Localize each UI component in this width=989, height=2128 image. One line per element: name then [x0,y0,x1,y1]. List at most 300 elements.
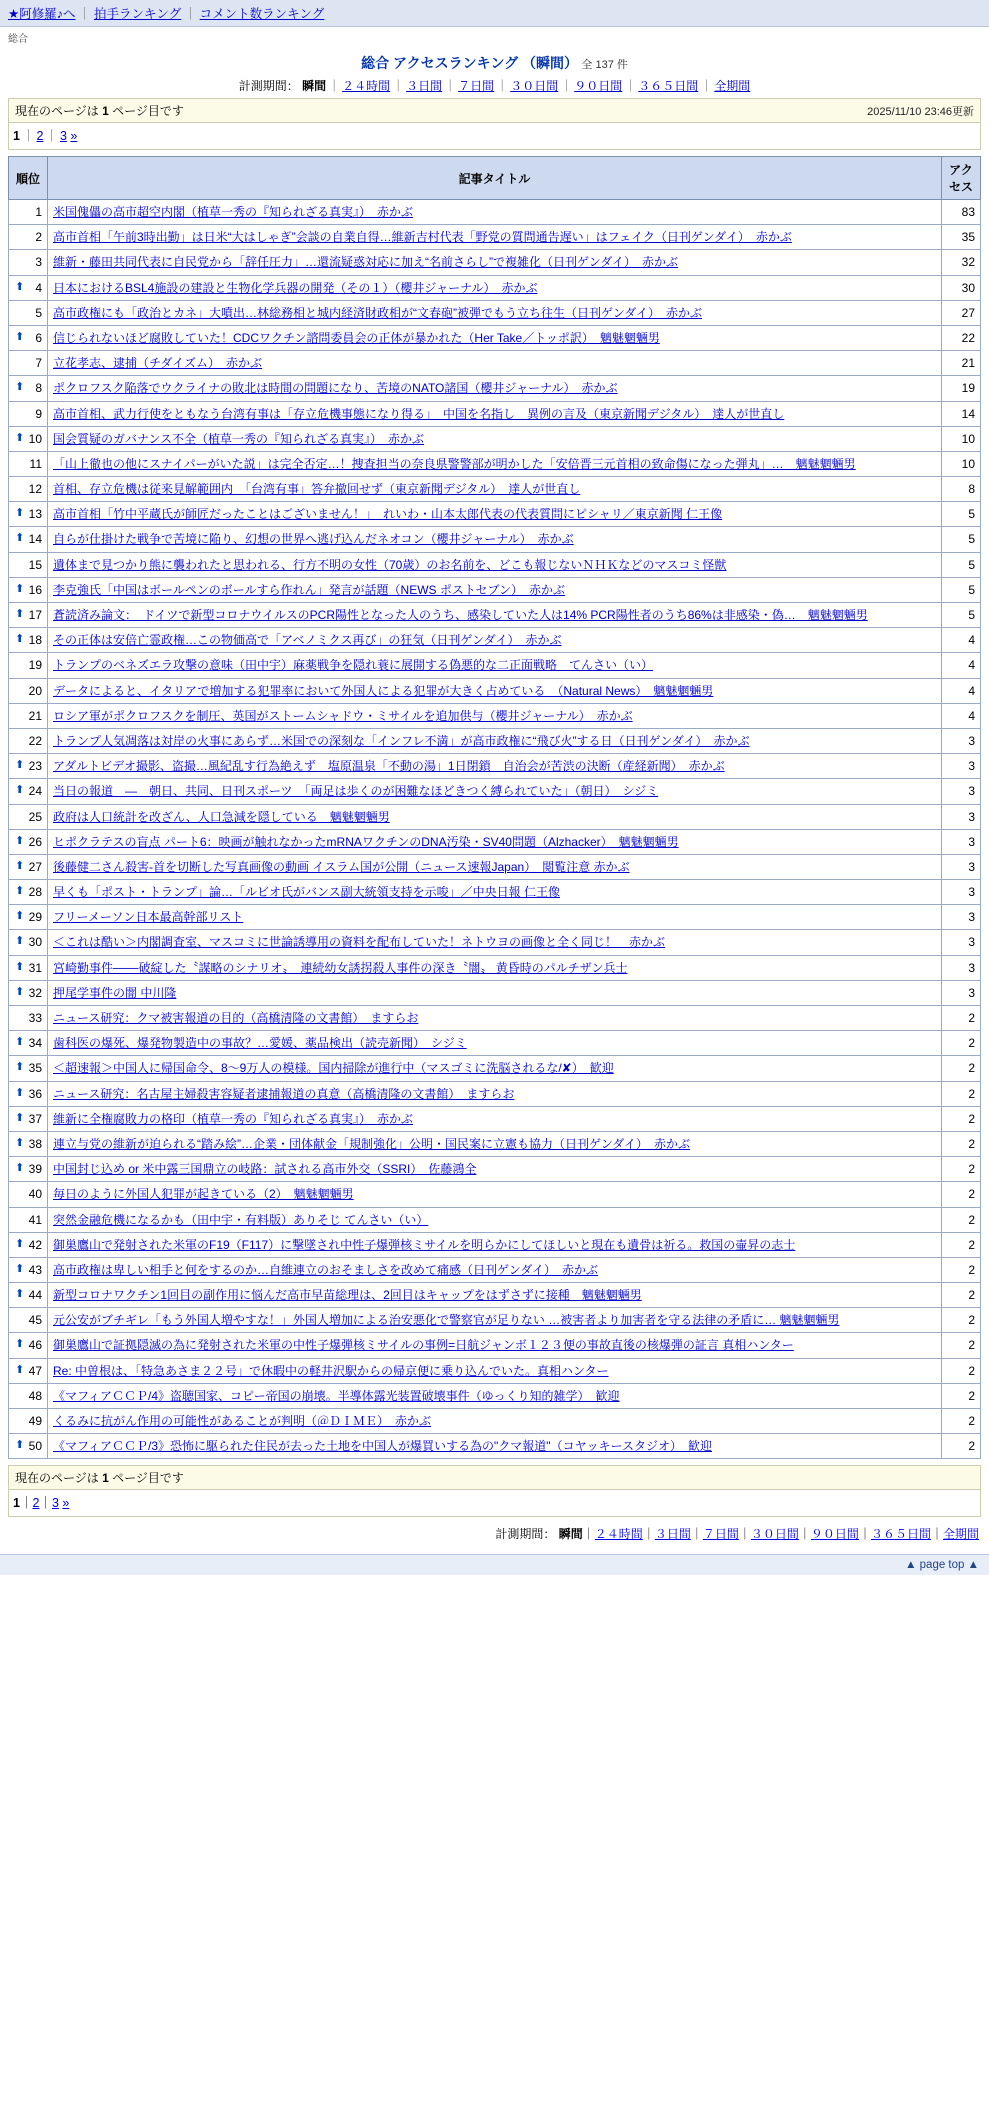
bottom-period-option-3d[interactable]: ３日間 [654,1527,691,1542]
article-title-link[interactable]: ロシア軍がポクロフスクを制圧、英国がストームシャドウ・ミサイルを追加供与（櫻井ジャーナル） 赤かぶ [53,708,633,723]
column-header-rank: 順位 [9,157,48,200]
article-title-link[interactable]: 蒼読済み論文： ドイツで新型コロナウイルスのPCR陽性となった人のうち、感染していた人は14% PCR陽性者のうち86%は非感染・偽… 魑魅魍魎男 [53,608,868,622]
bottom-status-suffix: ページ目です [112,1471,184,1486]
table-row [9,225,981,250]
article-title-link[interactable]: 信じられないほど腐敗していた！CDCワクチン諮問委員会の正体が暴かれた（Her Take／トッポ訳） 魑魅魍魎男 [53,330,660,345]
period-option-3d[interactable]: ３日間 [406,79,443,93]
title-cell [48,628,942,653]
title-cell [48,250,942,275]
table-row [9,376,981,401]
rank-cell [9,603,48,628]
rank-up-arrow-icon: ⬆ [15,633,25,646]
table-row [9,829,981,854]
title-cell [48,1081,942,1106]
rank-cell [9,1434,48,1459]
access-count-cell: 14 [942,401,981,426]
rank-cell [9,351,48,376]
rank-number: 7 [35,356,42,371]
title-cell [48,829,942,854]
table-row [9,250,981,275]
table-row [9,854,981,879]
access-count-cell: 2 [942,1157,981,1182]
title-cell [48,325,942,350]
article-title-link[interactable]: 日本におけるBSL4施設の建設と生物化学兵器の開発（その１）（櫻井ジャーナル） 赤かぶ [53,280,538,295]
article-title-link[interactable]: 政府は人口統計を改ざん、人口急減を隠している 魑魅魍魎男 [53,809,390,824]
article-title-link[interactable]: 「山上徹也の他にスナイパーがいた説」は完全否定…！捜査担当の奈良県警警部が明かした「安倍晋三元首相の致命傷になった弾丸」… 魑魅魍魎男 [53,456,856,471]
rank-up-arrow-icon: ⬆ [15,507,25,520]
title-cell [48,754,942,779]
title-cell [48,653,942,678]
title-cell [48,527,942,552]
rank-number: 49 [28,1414,42,1428]
title-cell [48,275,942,300]
period-option-90d[interactable]: ９０日間 [574,79,623,93]
page-link-next[interactable]: » [70,129,78,143]
bottom-period-option-7d[interactable]: ７日間 [702,1527,739,1542]
article-title-link[interactable]: 高市首相「竹中平蔵氏が師匠だったことはございません！」 れいわ・山本太郎代表の代表質問にピシャリ／東京新聞 仁王像 [53,507,723,522]
title-cell [48,728,942,753]
article-title-link[interactable]: 《マフィアＣＣＰ/4》盗聴国家、コピー帝国の崩壊。半導体露光装置破壊事件（ゆっくり知的雑学） 歓迎 [53,1388,620,1403]
article-title-link[interactable]: 遺体まで見つかり熊に襲われたと思われる、行方不明の女性（70歳）のお名前を、どこも報じないＮＨＫなどのマスコミ怪獣 [53,557,727,572]
rank-number: 45 [28,1313,42,1328]
period-label: 計測期間： [238,79,299,93]
table-row [9,1207,981,1232]
article-title-link[interactable]: 御巣鷹山で証拠隠滅の為に発射された米軍の中性子爆弾核ミサイルの事例=日航ジャンボ１２３便の事故直後の核爆弾の証言 真相ハンター [53,1338,794,1353]
access-count-cell: 4 [942,628,981,653]
table-row [9,1031,981,1056]
rank-number: 18 [28,633,42,648]
period-option-30d[interactable]: ３０日間 [510,79,559,93]
access-count-cell: 3 [942,728,981,753]
article-title-link[interactable]: 当日の報道 ― 朝日、共同、日刊スポーツ 「両足は歩くのが困難なほどきつく縛られていた」（朝日） シジミ [53,784,659,799]
access-count-cell: 32 [942,250,981,275]
title-cell [48,1257,942,1282]
access-count-cell: 5 [942,527,981,552]
access-count-cell: 2 [942,1283,981,1308]
article-title-link[interactable]: ＜これは酷い＞内閣調査室、マスコミに世論誘導用の資料を配布していた！ネトウヨの画像と全く同じ！ 赤かぶ [53,935,666,950]
article-title-link[interactable]: 米国傀儡の高市超空内閣（植草一秀の『知られざる真実』） 赤かぶ [53,205,414,219]
rank-up-arrow-icon: ⬆ [15,532,25,545]
article-title-link[interactable]: 御巣鷹山で発射された米軍のF19（F117）に撃墜され中性子爆弾核ミサイルを明らかにしてほしいと現在も遺骨は祈る。救国の壷昇の志士 [53,1237,796,1252]
rank-up-arrow-icon: ⬆ [15,834,25,847]
article-title-link[interactable]: 宮崎勤事件───破綻した〝謀略のシナリオ〟 連続幼女誘拐殺人事件の深き〝闇〟 黄昏時のパルチザン兵士 [53,960,628,975]
rank-up-arrow-icon: ⬆ [15,885,25,898]
access-count-cell: 35 [942,225,981,250]
rank-number: 25 [28,809,42,824]
article-title-link[interactable]: その正体は安倍亡霊政権…この物価高で「アベノミクス再び」の狂気（日刊ゲンダイ） 赤かぶ [53,633,562,648]
page-top-bar[interactable] [0,1554,989,1575]
access-count-cell: 83 [942,200,981,225]
rank-cell [9,1409,48,1434]
bottom-page-status [8,1465,981,1490]
access-count-cell: 4 [942,703,981,728]
bottom-page-link-next[interactable]: » [62,1496,70,1511]
access-count-cell: 3 [942,804,981,829]
table-row [9,628,981,653]
access-count-cell: 5 [942,502,981,527]
access-count-cell: 27 [942,300,981,325]
table-row [9,1358,981,1383]
article-title-link[interactable]: フリーメーソン日本最高幹部リスト [53,910,244,925]
article-title-link[interactable]: データによると、イタリアで増加する犯罪率において外国人による犯罪が大きく占めている （Natural News） 魑魅魍魎男 [53,683,714,698]
title-cell [48,1056,942,1081]
rank-cell [9,426,48,451]
rank-number: 4 [35,280,42,295]
rank-up-arrow-icon: ⬆ [15,935,25,948]
bottom-status-page-number: 1 [102,1471,109,1486]
access-count-cell: 2 [942,1232,981,1257]
rank-number: 14 [28,532,42,547]
table-row [9,325,981,350]
rank-cell [9,250,48,275]
rank-number: 9 [35,406,42,421]
rank-cell [9,703,48,728]
article-title-link[interactable]: 歯科医の爆死、爆発物製造中の事故？…愛媛、薬品検出（読売新聞） シジミ [53,1036,467,1051]
article-title-link[interactable]: 維新・藤田共同代表に自民党から「辞任圧力」…還流疑惑対応に加え“名前さらし”で複雑化（日刊ゲンダイ） 赤かぶ [53,255,679,270]
status-suffix: ページ目です [112,104,184,118]
title-cell [48,1333,942,1358]
rank-number: 35 [28,1061,42,1076]
article-title-link[interactable]: 立花孝志、逮捕（チダイズム） 赤かぶ [53,356,263,371]
access-count-cell: 3 [942,980,981,1005]
title-cell [48,426,942,451]
rank-cell [9,628,48,653]
access-count-cell: 3 [942,854,981,879]
rank-number: 50 [28,1439,42,1454]
access-count-cell: 2 [942,1106,981,1131]
rank-up-arrow-icon: ⬆ [15,1363,25,1376]
rank-up-arrow-icon: ⬆ [15,910,25,923]
period-option-24h[interactable]: ２４時間 [342,79,391,93]
table-row [9,1283,981,1308]
page-link-2[interactable]: 2 [36,129,44,143]
table-header-row [9,157,981,200]
nav-link-clap-ranking[interactable]: 拍手ランキング [93,7,182,21]
article-title-link[interactable]: 高市政権は卑しい相手と何をするのか…自維連立のおそましさを改めて痛感（日刊ゲンダイ） 赤かぶ [53,1262,599,1277]
access-count-cell: 2 [942,1257,981,1282]
rank-cell [9,577,48,602]
title-cell [48,1358,942,1383]
rank-up-arrow-icon: ⬆ [15,1237,25,1250]
rank-cell [9,1056,48,1081]
table-row [9,728,981,753]
article-title-link[interactable]: 高市首相「午前3時出勤」は日米“大はしゃぎ”会談の自業自得…維新吉村代表「野党の質問通告遅い」はフェイク（日刊ゲンダイ） 赤かぶ [53,230,792,245]
article-title-link[interactable]: アダルトビデオ撮影、盗撮…風紀乱す行為絶えず 塩原温泉「不動の湯」1日閉鎖 自治会が苦渋の決断（産経新聞） 赤かぶ [53,759,725,774]
rank-up-arrow-icon: ⬆ [15,1439,25,1452]
table-row [9,804,981,829]
rank-up-arrow-icon: ⬆ [15,859,25,872]
access-count-cell: 2 [942,1409,981,1434]
bottom-period-option-24h[interactable]: ２４時間 [594,1527,643,1542]
title-cell [48,1434,942,1459]
nav-link-comment-ranking[interactable]: コメント数ランキング [199,7,325,21]
rank-number: 10 [28,431,42,446]
table-row [9,779,981,804]
rank-number: 34 [28,1036,42,1051]
title-cell [48,351,942,376]
rank-cell [9,502,48,527]
rank-number: 37 [28,1111,42,1126]
rank-cell [9,754,48,779]
article-title-link[interactable]: ヒポクラテスの盲点 パート6：映画が触れなかったmRNAワクチンのDNA汚染・SV40問題（Alzhacker） 魑魅魍魎男 [53,834,679,849]
rank-number: 26 [28,834,42,849]
access-count-cell: 5 [942,603,981,628]
rank-number: 48 [28,1388,42,1403]
title-cell [48,1131,942,1156]
table-row [9,1131,981,1156]
table-row [9,401,981,426]
period-option-365d[interactable]: ３６５日間 [638,79,699,93]
rank-up-arrow-icon: ⬆ [15,1111,25,1124]
table-row [9,955,981,980]
article-title-link[interactable]: 突然金融危機になるかも（田中宇・有料版）ありそじ てんさい（い） [53,1212,429,1227]
period-option-all[interactable]: 全期間 [714,79,751,93]
title-cell [48,1182,942,1207]
title-cell [48,300,942,325]
access-count-cell: 3 [942,880,981,905]
access-count-cell: 2 [942,1056,981,1081]
bottom-period-option-30d[interactable]: ３０日間 [750,1527,799,1542]
rank-up-arrow-icon: ⬆ [15,1338,25,1351]
access-count-cell: 8 [942,477,981,502]
rank-number: 17 [28,608,42,622]
pagination-top: 1 ｜ 2 ｜ 3 » [8,123,981,150]
column-header-title: 記事タイトル [48,157,942,200]
rank-number: 27 [28,859,42,874]
period-selector-bottom: 計測期間： 瞬間｜２４時間｜３日間｜７日間｜３０日間｜９０日間｜３６５日間｜全期間 [495,1527,979,1542]
article-title-link[interactable]: 李克強氏「中国はボールペンのボールすら作れん」発言が話題（NEWS ポストセブン） 赤かぶ [53,582,566,597]
article-title-link[interactable]: ポクロフスク陥落でウクライナの敗北は時間の問題になり、苦境のNATO諸国（櫻井ジャーナル） 赤かぶ [53,381,618,396]
pagination-bottom: 1｜2｜3 » [8,1490,981,1517]
access-count-cell: 21 [942,351,981,376]
title-cell [48,603,942,628]
page-link-3[interactable]: 3 [59,129,67,143]
table-row [9,502,981,527]
rank-cell [9,552,48,577]
title-cell [48,854,942,879]
article-title-link[interactable]: Re: 中曽根は、「特急あさま２２号」で休暇中の軽井沢駅からの帰京便に乗り込んでいた。真相ハンター [53,1363,609,1378]
table-row [9,1182,981,1207]
table-row [9,577,981,602]
period-selector: 計測期間： 瞬間 ｜ ２４時間 ｜ ３日間 ｜ ７日間 ｜ ３０日間 ｜ ９０日間 ｜ ３６５日間 ｜ 全期間 [238,79,751,93]
rank-up-arrow-icon: ⬆ [15,1086,25,1099]
rank-up-arrow-icon: ⬆ [15,582,25,595]
rank-cell [9,930,48,955]
period-option-7d[interactable]: ７日間 [458,79,495,93]
table-row [9,905,981,930]
rank-number: 1 [35,205,42,219]
title-cell [48,477,942,502]
access-count-cell: 3 [942,905,981,930]
rank-cell [9,275,48,300]
rank-number: 21 [28,708,42,723]
rank-number: 22 [28,733,42,748]
table-row [9,275,981,300]
rank-number: 47 [28,1363,42,1378]
table-row [9,1232,981,1257]
article-title-link[interactable]: 後藤健二さん殺害-首を切断した写真画像の動画 イスラム国が公開（ニュース速報Japan） 閲覧注意 赤かぶ [53,859,630,874]
title-cell [48,1308,942,1333]
rank-up-arrow-icon: ⬆ [15,1061,25,1074]
table-row [9,1006,981,1031]
rank-cell [9,1358,48,1383]
last-updated: 2025/11/10 23:46更新 [867,105,974,118]
rank-number: 20 [28,683,42,698]
title-cell [48,1106,942,1131]
rank-number: 32 [28,985,42,1000]
access-count-cell: 3 [942,779,981,804]
article-title-link[interactable]: 国会質疑のガバナンス不全（植草一秀の『知られざる真実』） 赤かぶ [53,431,425,446]
access-count-cell: 2 [942,1383,981,1408]
title-cell [48,678,942,703]
bottom-period-option-all[interactable]: 全期間 [942,1527,979,1542]
rank-number: 29 [28,910,42,925]
bottom-page-link-2[interactable]: 2 [32,1496,40,1511]
article-title-link[interactable]: 早くも「ポスト・トランプ」論…「ルビオ氏がバンス副大統領支持を示唆」／中央日報 仁王像 [53,885,560,900]
rank-number: 38 [28,1136,42,1151]
access-count-cell: 5 [942,552,981,577]
rank-number: 46 [28,1338,42,1353]
rank-cell [9,527,48,552]
rank-up-arrow-icon: ⬆ [15,759,25,772]
article-title-link[interactable]: 維新に全権腐敗力の格印（植草一秀の『知られざる真実』） 赤かぶ [53,1111,414,1126]
access-count-cell: 4 [942,678,981,703]
current-page-text [15,102,184,119]
rank-cell [9,1383,48,1408]
article-title-link[interactable]: 押尾学事件の闇 中川隆 [53,985,177,1000]
rank-cell [9,477,48,502]
article-title-link[interactable]: 高市政権にも「政治とカネ」大噴出…林総務相と城内経済財政相が“文春砲”被弾でもう立ち往生（日刊ゲンダイ） 赤かぶ [53,305,703,320]
rank-cell [9,1081,48,1106]
bottom-status-prefix: 現在のページは [15,1471,99,1486]
bottom-period-option-365d[interactable]: ３６５日間 [870,1527,931,1542]
rank-up-arrow-icon: ⬆ [15,985,25,998]
title-cell [48,1207,942,1232]
bottom-period-label: 計測期間： [495,1527,556,1542]
article-title-link[interactable]: 元公安がブチギレ「もう外国人増やすな！」外国人増加による治安悪化で警察官が足りない …被害者より加害者を守る法律の矛盾に… 魑魅魍魎男 [53,1313,840,1328]
rank-up-arrow-icon: ⬆ [15,1036,25,1049]
bottom-page-link-3[interactable]: 3 [51,1496,59,1511]
rank-cell [9,880,48,905]
nav-separator-2: ｜ [184,7,197,21]
rank-up-arrow-icon: ⬆ [15,960,25,973]
access-count-cell: 2 [942,1434,981,1459]
rank-up-arrow-icon: ⬆ [15,784,25,797]
title-cell [48,1232,942,1257]
title-cell [48,1031,942,1056]
article-title-link[interactable]: トランプのベネズエラ攻撃の意味（田中宇）麻薬戦争を隠れ蓑に展開する偽悪的な二正面戦略 てんさい（い） [53,658,654,673]
rank-up-arrow-icon: ⬆ [15,1262,25,1275]
article-title-link[interactable]: 新型コロナワクチン1回目の副作用に悩んだ高市早苗総理は、2回目はキャップをはずさずに接種 魑魅魍魎男 [53,1288,642,1303]
access-count-cell: 19 [942,376,981,401]
page-top-link[interactable]: ▲ page top ▲ [905,1559,979,1572]
top-navigation [0,0,989,27]
access-count-cell: 4 [942,653,981,678]
access-count-cell: 22 [942,325,981,350]
rank-cell [9,728,48,753]
rank-number: 6 [35,330,42,345]
rank-up-arrow-icon: ⬆ [15,1288,25,1301]
table-row [9,451,981,476]
article-title-link[interactable]: ＜超速報＞中国人に帰国命令、8～9万人の模様。国内掃除が進行中（マスゴミに洗脳されるな/✘） 歓迎 [53,1061,614,1076]
rank-number: 8 [35,381,42,396]
rank-up-arrow-icon: ⬆ [15,608,25,620]
table-row [9,300,981,325]
access-count-cell: 3 [942,930,981,955]
rank-cell [9,200,48,225]
rank-number: 11 [29,456,42,471]
rank-up-arrow-icon: ⬆ [15,431,25,444]
total-count: 全 137 件 [581,59,628,71]
rank-cell [9,980,48,1005]
rank-number: 44 [28,1288,42,1303]
article-title-link[interactable]: 《マフィアＣＣＰ/3》恐怖に駆られた住民が去った土地を中国人が爆買いする為の"クマ報道"（コヤッキースタジオ） 歓迎 [53,1439,712,1454]
rank-cell [9,1333,48,1358]
rank-number: 19 [28,658,42,673]
rank-up-arrow-icon: ⬆ [15,381,25,394]
article-title-link[interactable]: トランプ人気凋落は対岸の火事にあらず…米国での深刻な「インフレ不満」が高市政権に“飛び火”する日（日刊ゲンダイ） 赤かぶ [53,733,750,748]
title-cell [48,200,942,225]
rank-up-arrow-icon: ⬆ [15,280,25,293]
rank-cell [9,1232,48,1257]
title-cell [48,703,942,728]
nav-link-asyura[interactable]: ★阿修羅♪へ [8,7,76,21]
table-row [9,552,981,577]
table-row [9,603,981,628]
title-cell [48,1157,942,1182]
title-cell [48,980,942,1005]
rank-number: 5 [35,305,42,320]
article-title-link[interactable]: くるみに抗がん作用の可能性があることが判明（＠ＤＩＭＥ） 赤かぶ [53,1414,432,1428]
rank-cell [9,1131,48,1156]
rank-number: 41 [28,1212,42,1227]
period-option-current: 瞬間 [302,79,327,93]
article-title-link[interactable]: 毎日のように外国人犯罪が起きている（2） 魑魅魍魎男 [53,1187,354,1202]
article-title-link[interactable]: 高市首相、武力行使をともなう台湾有事は「存立危機事態になり得る」 中国を名指し 異例の言及（東京新聞デジタル） 達人が世直し [53,406,785,421]
article-title-link[interactable]: 自らが仕掛けた戦争で苦境に陥り、幻想の世界へ逃げ込んだネオコン（櫻井ジャーナル） 赤かぶ [53,532,574,547]
table-row [9,678,981,703]
table-row [9,351,981,376]
bottom-period-option-90d[interactable]: ９０日間 [810,1527,859,1542]
rank-cell [9,1106,48,1131]
status-prefix: 現在のページは [15,104,99,118]
access-count-cell: 5 [942,577,981,602]
column-header-access: アクセス [942,157,981,200]
rank-number: 24 [28,784,42,799]
rank-cell [9,1157,48,1182]
rank-number: 40 [28,1187,42,1202]
article-title-link[interactable]: 首相、存立危機は従来見解範囲内 「台湾有事」答弁撤回せず（東京新聞デジタル） 達人が世直し [53,482,581,497]
article-title-link[interactable]: ニュース研究：名古屋主婦殺害容疑者逮捕報道の真意（高橋清隆の文書館） ますらお [53,1086,515,1101]
article-title-link[interactable]: 中国封じ込め or 米中露三国鼎立の岐路：試される高市外交（SSRI） 佐藤鴻全 [53,1162,477,1177]
table-row [9,880,981,905]
article-title-link[interactable]: ニュース研究：クマ被害報道の目的（高橋清隆の文書館） ますらお [53,1011,419,1025]
rank-number: 28 [28,885,42,900]
rank-cell [9,1283,48,1308]
rank-cell [9,905,48,930]
table-row [9,980,981,1005]
access-count-cell: 2 [942,1207,981,1232]
page-header [0,47,989,77]
article-title-link[interactable]: 連立与党の維新が迫られる“踏み絵”…企業・団体献金「規制強化」公明・国民案に立憲も協力（日刊ゲンダイ） 赤かぶ [53,1136,691,1151]
rank-up-arrow-icon: ⬆ [15,1162,25,1175]
access-count-cell: 3 [942,754,981,779]
table-row [9,703,981,728]
rank-number: 15 [28,557,42,572]
table-row [9,754,981,779]
access-count-cell: 3 [942,955,981,980]
table-body [9,200,981,1459]
